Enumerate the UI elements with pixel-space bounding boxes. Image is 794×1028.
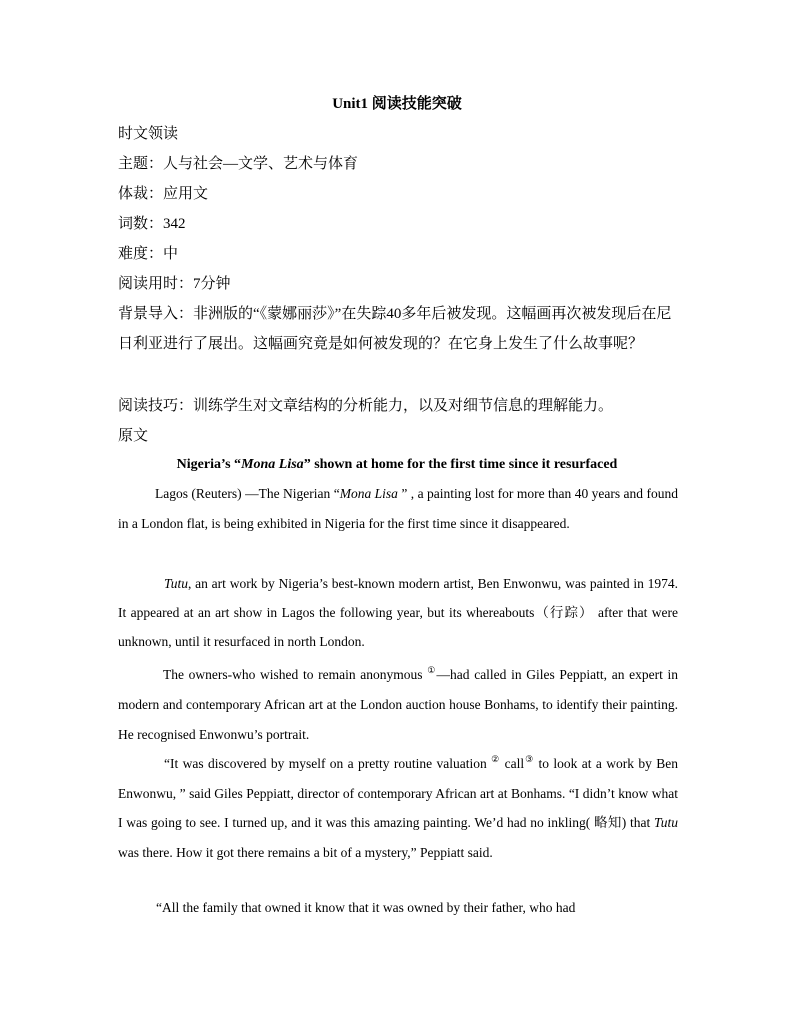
footnote-marker-1: ① — [427, 665, 437, 675]
background-paragraph: 背景导入：非洲版的“《蒙娜丽莎》”在失踪40多年后被发现。这幅画再次被发现后在尼日利亚进行了展出。这幅画究竟是如何被发现的？在它身上发生了什么故事呢？ — [118, 306, 672, 352]
footnote-marker-2: ② — [491, 754, 501, 764]
article-title — [0, 457, 794, 473]
article-title-italic: Mona Lisa — [241, 457, 304, 472]
page-title: Unit1 阅读技能突破 — [332, 96, 462, 112]
p2-italic: Tutu — [164, 576, 189, 591]
word-count-line: 词数：342 — [118, 216, 186, 232]
p4-mid: call — [500, 756, 525, 771]
difficulty-line: 难度：中 — [118, 246, 179, 262]
p4-mid2: to look at a work by Ben Enwonwu, ” said Giles Peppiatt, director of contemporary African art at Bonhams. “I didn’t know what I was going to see. I turned up, and it was this amazing painting. We’d had no inkling( 略知) that — [118, 756, 678, 830]
p1-italic: Mona Lisa — [339, 486, 398, 501]
article-paragraph-4 — [118, 745, 678, 867]
article-paragraph-3 — [118, 655, 678, 750]
p5-text: “All the family that owned it know that it was owned by their father, who had — [156, 900, 576, 915]
p2-post: , an art work by Nigeria’s best-known modern artist, Ben Enwonwu, was painted in 1974. It appeared at an art show in Lagos the following year, but its whereabouts（行踪） after that were unknown, until it resurfaced in north London. — [118, 576, 678, 649]
p4-post: was there. How it got there remains a bit of a mystery,” Peppiatt said. — [118, 844, 493, 860]
p4-pre: “It was discovered by myself on a pretty routine valuation — [164, 756, 492, 771]
genre-line: 体裁：应用文 — [118, 186, 209, 202]
reading-time-line: 阅读用时：7分钟 — [118, 276, 231, 292]
section-label: 时文领读 — [118, 126, 179, 142]
article-paragraph-2 — [118, 569, 678, 656]
p1-pre: Lagos (Reuters) —The Nigerian “ — [155, 486, 340, 501]
p3-post: —had called in Giles Peppiatt, an expert in modern and contemporary African art at the London auction house Bonhams, to identify their painting. He recognised Enwonwu’s portrait. — [118, 667, 678, 742]
reading-skill-line: 阅读技巧：训练学生对文章结构的分析能力，以及对细节信息的理解能力。 — [118, 398, 614, 414]
theme-line: 主题：人与社会—文学、艺术与体育 — [118, 156, 359, 172]
original-label: 原文 — [118, 428, 149, 444]
article-title-post: ” shown at home for the first time since it resurfaced — [303, 457, 618, 472]
p3-pre: The owners-who wished to remain anonymous — [163, 667, 428, 682]
article-paragraph-1 — [118, 479, 678, 539]
p4-italic: Tutu — [653, 815, 678, 830]
article-paragraph-5 — [118, 893, 678, 923]
article-title-pre: Nigeria’s “ — [176, 457, 242, 472]
p1-post: ” , a painting lost for more than 40 years and found in a London flat, is being exhibited in Nigeria for the first time since it disappeared. — [118, 486, 678, 531]
footnote-marker-3: ③ — [524, 754, 535, 764]
